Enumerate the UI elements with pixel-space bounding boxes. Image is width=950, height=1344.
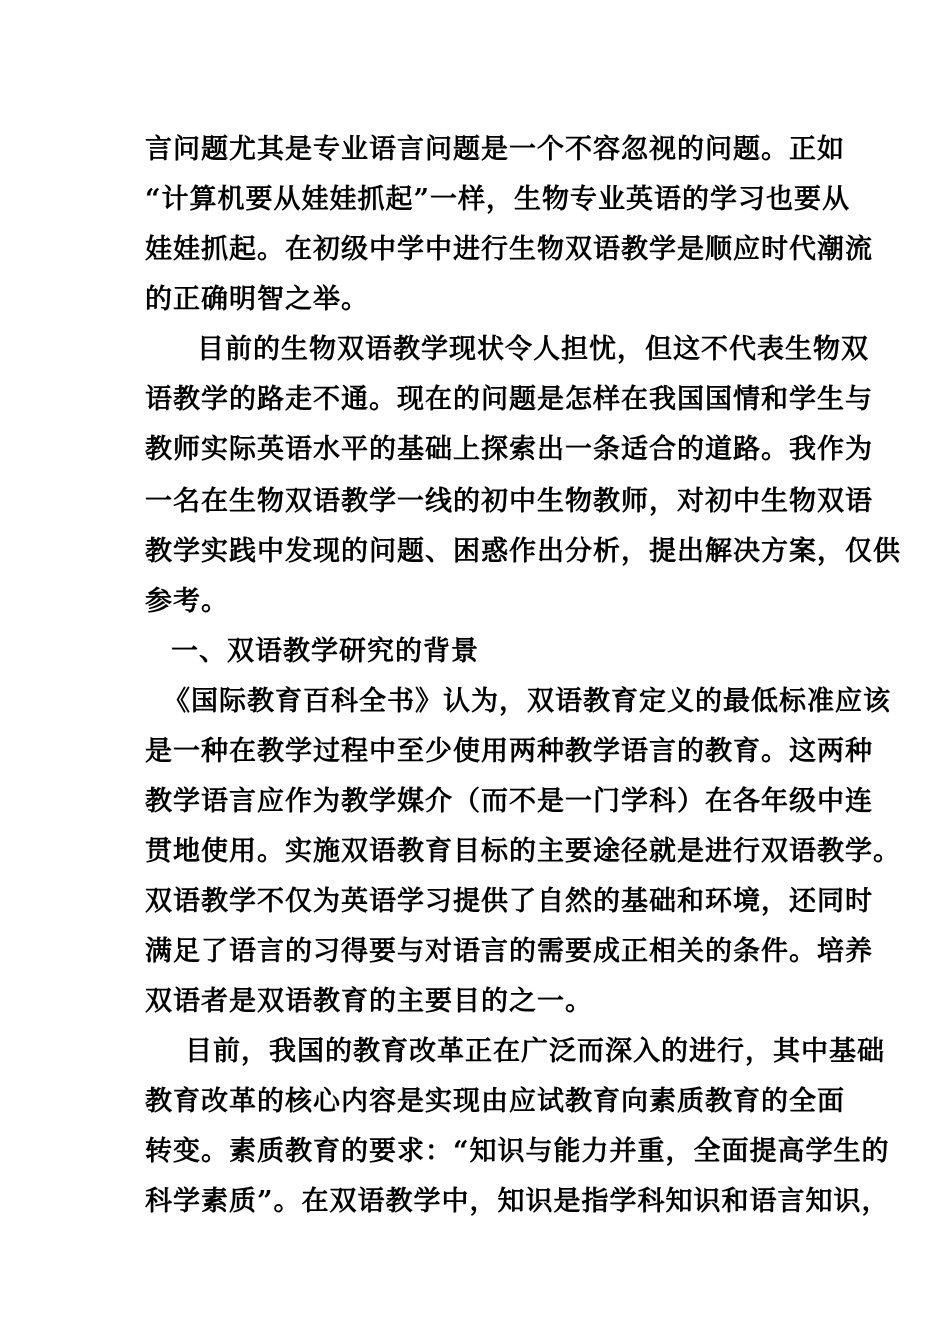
text-line: 双语教学不仅为英语学习提供了自然的基础和环境，还同时 [145,886,873,917]
text-line: 语教学的路走不通。现在的问题是怎样在我国国情和学生与 [145,384,873,415]
text-line: 贯地使用。实施双语教育目标的主要途径就是进行双语教学。 [145,836,901,867]
text-line: 教师实际英语水平的基础上探索出一条适合的道路。我作为 [145,434,873,465]
text-line: 的正确明智之举。 [145,284,369,315]
text-line: 参考。 [145,586,229,617]
text-line: 一名在生物双语教学一线的初中生物教师，对初中生物双语 [145,486,873,517]
text-line: 科学素质”。在双语教学中，知识是指学科知识和语言知识， [145,1186,890,1217]
text-line: 转变。素质教育的要求：“知识与能力并重，全面提高学生的 [145,1136,890,1167]
paragraph-first-line: 目前的生物双语教学现状令人担忧，但这不代表生物双 [197,334,869,365]
text-line: 言问题尤其是专业语言问题是一个不容忽视的问题。正如 [145,134,845,165]
text-line: 娃娃抓起。在初级中学中进行生物双语教学是顺应时代潮流 [145,234,873,265]
text-line: “计算机要从娃娃抓起”一样，生物专业英语的学习也要从 [145,184,851,215]
text-line: 满足了语言的习得要与对语言的需要成正相关的条件。培养 [145,936,873,967]
paragraph-first-line: 目前，我国的教育改革正在广泛而深入的进行，其中基础 [185,1036,885,1067]
paragraph-first-line: 《国际教育百科全书》认为，双语教育定义的最低标准应该 [163,686,891,717]
text-line: 教学实践中发现的问题、困惑作出分析，提出解决方案，仅供 [145,536,901,567]
text-line: 教学语言应作为教学媒介（而不是一门学科）在各年级中连 [145,786,873,817]
text-line: 教育改革的核心内容是实现由应试教育向素质教育的全面 [145,1086,845,1117]
text-line: 是一种在教学过程中至少使用两种教学语言的教育。这两种 [145,736,873,767]
text-line: 双语者是双语教育的主要目的之一。 [145,986,593,1017]
section-heading: 一、双语教学研究的背景 [171,636,479,667]
